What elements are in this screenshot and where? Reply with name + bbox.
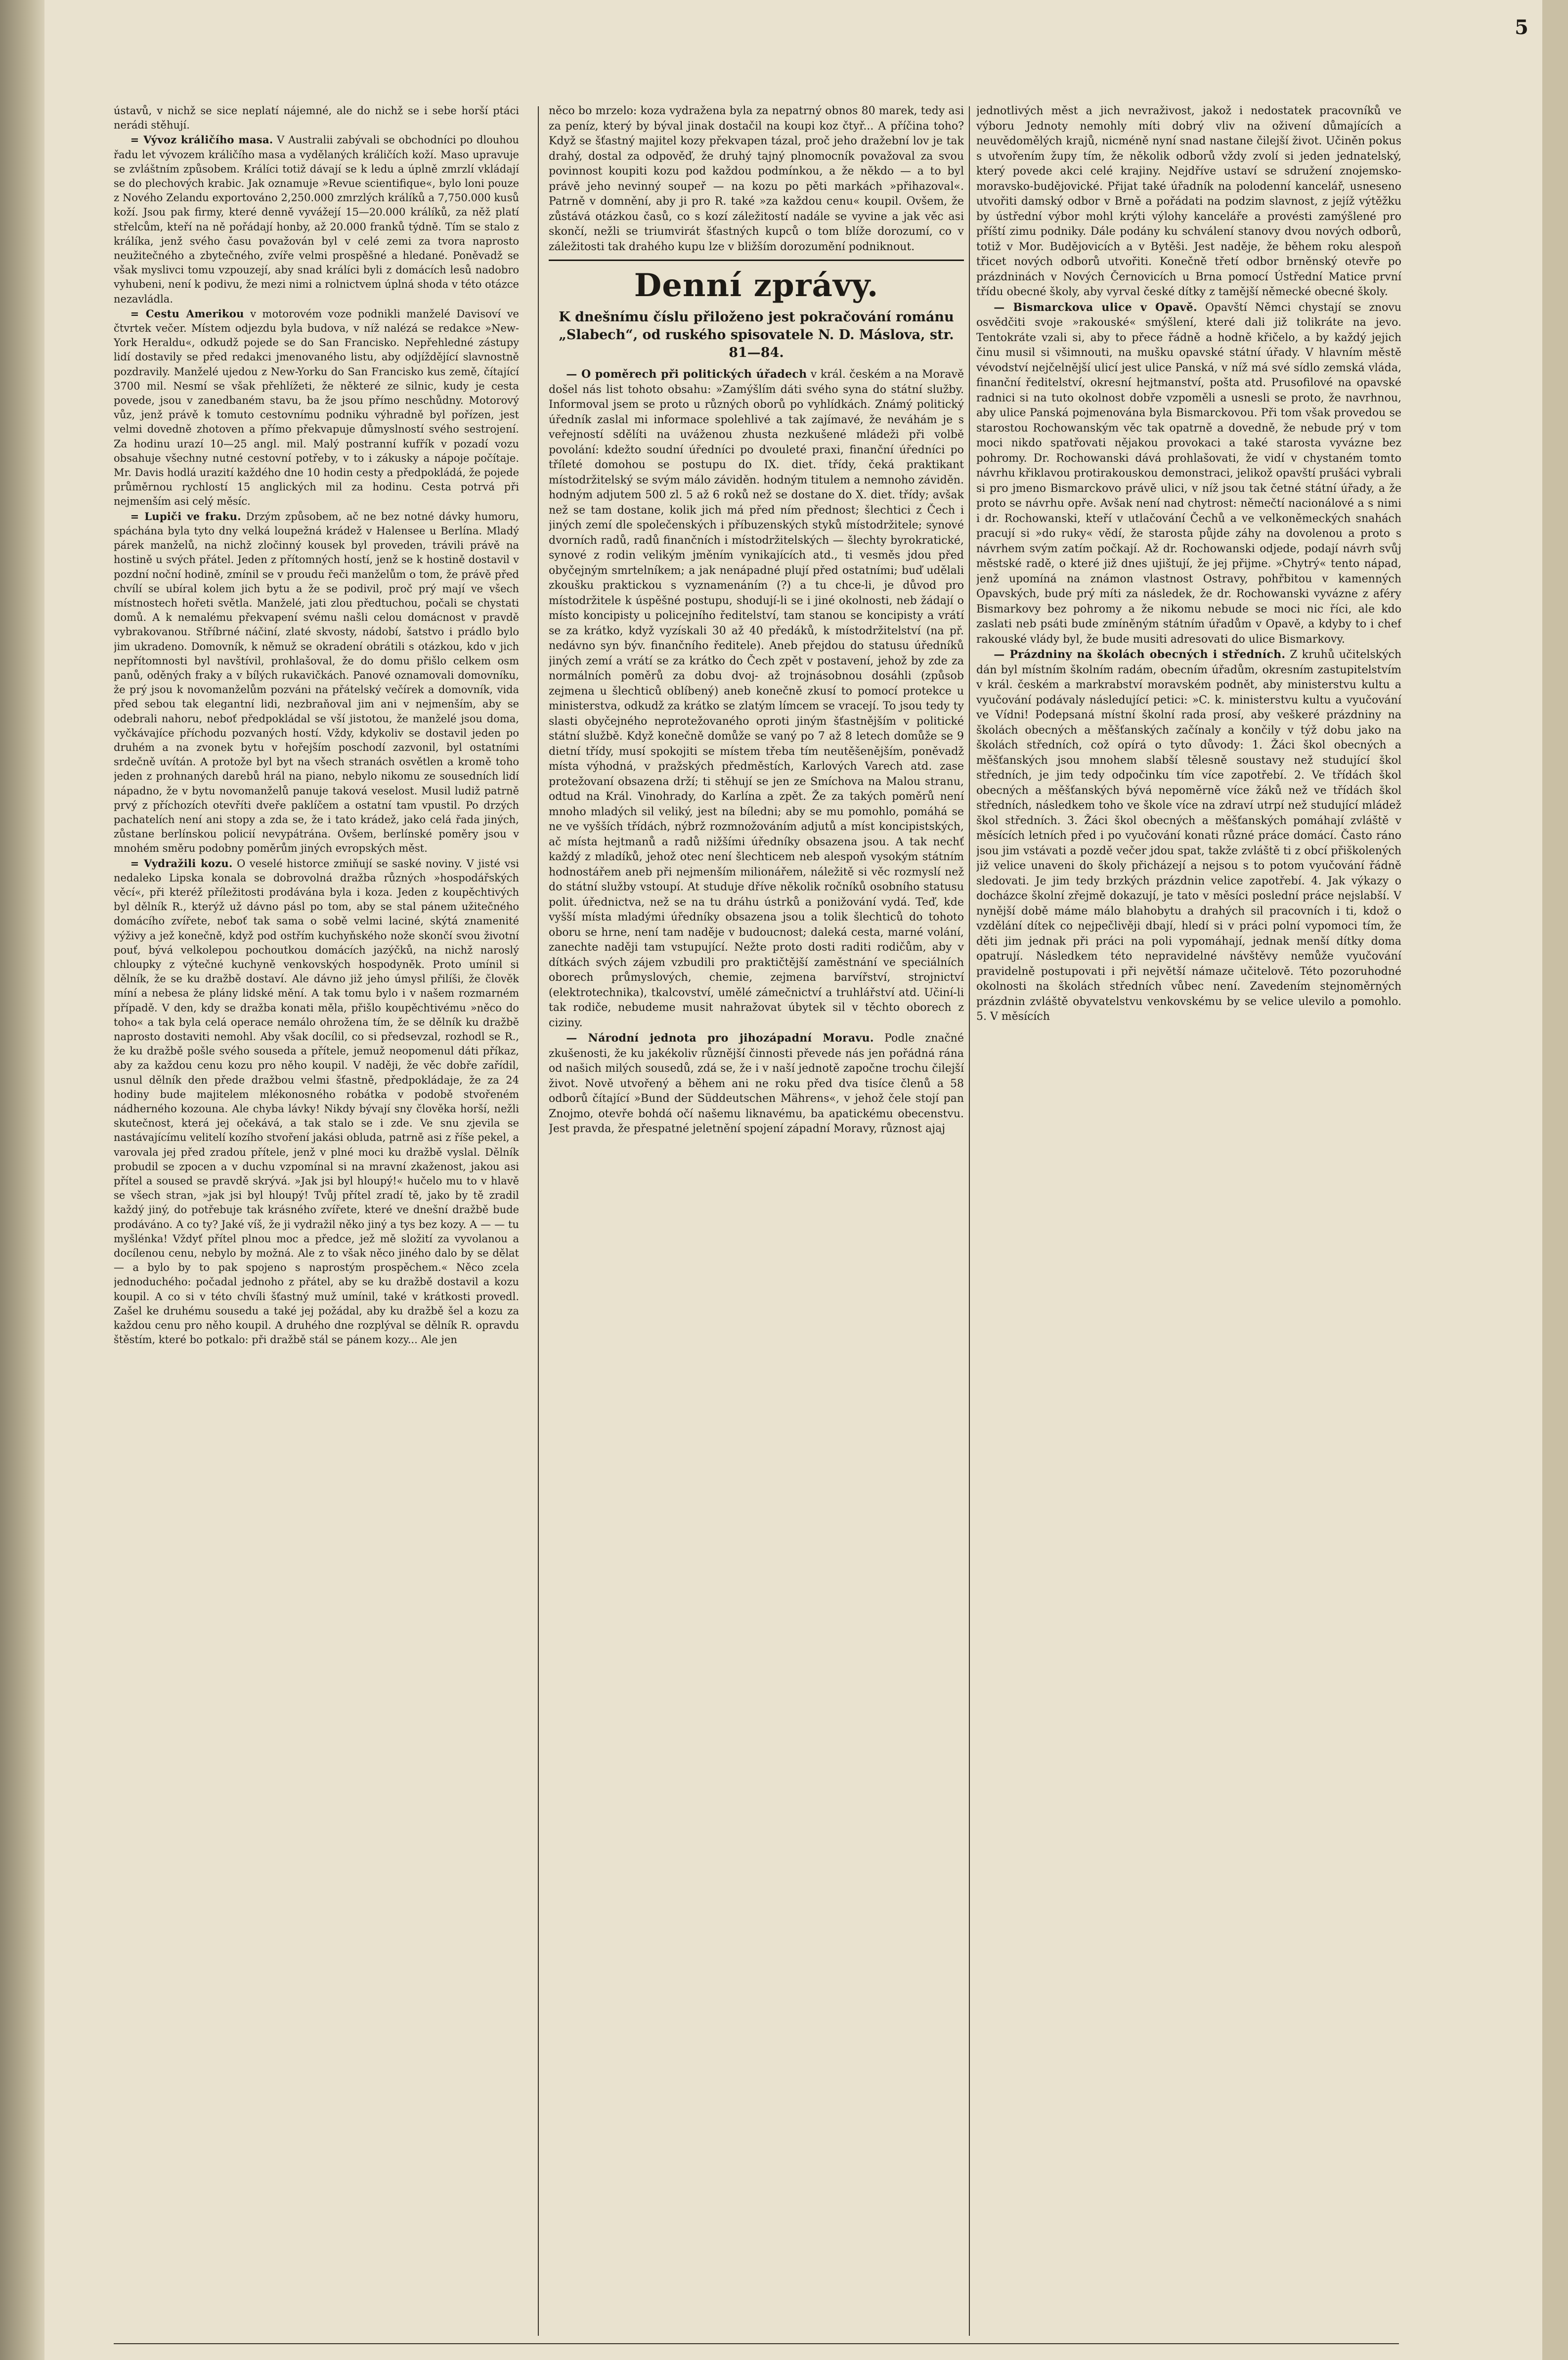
- article-text: Opavští Němci chystají se znovu osvědčiti svoje »rakouské« smýšlení, které dali již tolikráte na jevo. Tentokráte vzali si, aby to přece řádně a hodně křičelo, a by každý jejich činu musil si všimnouti, na mušku opavské státní úřady. V hlavním městě vévodství nejčelnější ulicí jest ulice Panská, v níž má své sídlo zemská vláda, finanční ředitelství, okresní hejtmanství, pošta atd. Prusofilové na opavské radnici si na tuto okolnost dobře vzpoměli a usnesli se proto, že navrhnou, aby ulice Panská pojmenována byla Bismarckovou. Při tom však provedou se starostou Rochowanským věc tak opatrně a dovedně, že nebude prý v tom moci nikdo spatřovati nějakou provokaci a také starosta vyvázne bez pohromy. Dr. Rochowanski dává prohlašovati, že vidí v chystaném tomto návrhu křiklavou protirakouskou demonstraci, jelikož opavští prušáci vybrali si pro jmeno Bismarckovo právě ulici, v níž jsou tak četné státní úřady, a že proto se návrhu opře. Avšak není nad chytrost: němečtí nacionálové a s nimi i dr. Rochowanski, kteří v utlačování Čechů a ve velkoněmeckých snahách pracují si »do ruky« vědí, že starosta půjde záhy na dovolenou a proto s návrhem svým zatím počkají. Až dr. Rochowanski odjede, podají návrh svůj městské radě, o které již dnes ujištují, že jej přijme. »Chytrý« tento nápad, jenž upomíná na známon vlastnost Ostravy, pohřbitou v kamenných Opavských, bude prý míti za následek, že dr. Rochowanski vyvázne z aféry Bismarkovy bez pohromy a že nikomu nebude se moci nic říci, ale kdo zaslati neb psáti bude zmíněným státním úřadům v Opavě, a kdyby to i chef rakouské vlády byl, že bude musiti adresovati do ulice Bismarkovy.: [976, 301, 1401, 646]
- article-paragraph: [549, 104, 964, 255]
- column-2-continuation: [549, 104, 964, 255]
- article-text: jednotlivých měst a jich nevraživost, jakož i nedostatek pracovníků ve výboru Jednoty nemohly míti dobrý vliv na oživení důmajících a neuvědomělých krajů, nicméně nyní snad nastane čilejší život. Učiněn pokus s utvořením župy tím, že několik odborů vždy zvolí si jeden jednatelský, který povede akci celé krajiny. Nejdříve ustaví se sdružení znojemsko-moravsko-budějovické. Přijat také úřadník na polodenní kancelář, usneseno utvořiti damský odbor v Brně a pořádati na podzim slavnost, z jejíž výtěžku by ústřední výbor mohl krýti výlohy kanceláře a provésti zamýšlené pro příští zimu podniky. Dále podány ku schválení stanovy dvou nových odborů, totiž v Mor. Budějovicích a v Bytěši. Jest naděje, že během roku alespoň třicet nových odborů utvořiti. Konečně třetí odbor brněnský otevře po prázdninách v Nových Černovicích u Brna pomocí Ústřední Matice první třídu obecné školy, aby vyrval české dítky z tamější německé obecné školy.: [976, 105, 1401, 298]
- article-paragraph: [114, 306, 519, 509]
- article-text: v král. českém a na Moravě došel nás list tohoto obsahu: »Zamýšlím dáti svého syna do státní služby. Informoval jsem se proto u různých oborů po vyhlídkách. Známý politický úředník zaslal mi informace spolehlivé a tak zajímavé, že neváhám je s veřejností sdělíti na uváženou zhusta nezkušené mládeži při volbě povolání: kdežto soudní úředníci po dvouleté praxi, finanční úředníci po tříleté domohou se postupu do IX. diet. třídy, čeká praktikant místodržitelský se svým málo záviděn. hodným titulem a nemnoho záviděn. hodným adjutem 500 zl. 5 až 6 roků než se dostane do X. diet. třídy; avšak než se tam dostane, kolik jich má před ním přednost; šlechtici z Čech i jiných zemí dle společenských i příbuzenských styků místodržitele; synové dvorních radů, radů finančních i místodržitelských — šlechty byrokratické, synové z rodin velikým jměním vynikajících atd., ti vesměs jdou před obyčejným smrtelníkem; a jak nenápadné plují před ostatními; buď udělali zkoušku praktickou s vyznamenáním (?) a tu chce-li, je důvod pro místodržitele k úspěšné postupu, shodují-li se i jiné okolnosti, neb žádají o místo koncipisty u policejního ředitelství, tam stanou se koncipisty a vrátí se za krátko, když vyzískali 30 až 40 předáků, k místodržitelství (na př. nedávno syn býv. finančního ředitele). Aneb přejdou do statusu úředníků jiných zemí a vrátí se za krátko do Čech zpět v postavení, jehož by zde za normálních poměrů za dobu dvoj- až trojnásobnou dosáhli (způsob zejmena u šlechticů oblíbený) aneb konečně zkusí to pomocí protekce u ministerstva, odkudž za krátko se zlatým límcem se vracejí. To jsou tedy ty slasti obyčejného neprotežovaného oproti jiným šťastnějším v politické státní službě. Když konečně domůže se vaný po 7 až 8 letech domůže se 9 dietní třídy, musí spokojiti se místem třeba tím neutěšenějším, poněvadž místa výhodná, v pražských předměstích, Karlových Varech atd. zase protežovaní obsazena drží; ti stěhují se jen ze Smíchova na Malou stranu, odtud na Král. Vinohrady, do Karlína a zpět. Že za takých poměrů není mnoho mladých sil veliký, jest na bíledni; aby se mu pomohlo, pomáhá se ne ve vyšších třídách, nýbrž rozmnožováním adjutů a míst koncipistských, ač místa hejtmanů a radů nižšími úředníky obsazena jsou. A tak nechť každý z mladíků, jehož otec není šlechticem neb alespoň vysokým státním hodnostářem aneb při nejmenším milionářem, náležitě si věc rozmyslí než do státní služby vstoupí. At studuje dříve několik ročníků osobního statusu polit. úřednictva, než se na tu dráhu ústrků a ponižování vydá. Teď, kde vyšší místa mladými úředníky obsazena jsou a tolik šlechticů do tohoto oboru se hrne, není tam naděje v budoucnost; daleká cesta, marné volání, zanechte naději tam vstupující. Nežte proto dosti raditi rodičům, aby v dítkách svých zájem vzbudili pro praktičtější zaměstnání ve speciálních oborech průmyslových, chemie, zejmena barvířství, strojnictví (elektrotechnika), tkalcovství, umělé zámečnictví a truhlářství atd. Učiní-li tak rodiče, nebudeme musit nahražovat úbytek sil v těchto oborech z ciziny.: [549, 368, 964, 1029]
- article-text: Drzým způsobem, ač ne bez notné dávky humoru, spáchána byla tyto dny velká loupežná krádež v Halensee u Berlína. Mladý párek manželů, na nichž zločinný kousek byl proveden, trávili právě na hostině u svých přátel. Jeden z přítomných hostí, jenž se k hostině dostavil v pozdní noční hodině, zmínil se v proudu řeči manželům o tom, že právě před chvílí se ubíral kolem jich bytu a že se podivil, proč prý mají ve všech místnostech hořeti světla. Manželé, jati zlou předtuchou, počali se chystati domů. A k nemalému překvapení svému našli celou domácnost v pravdě vybrakovanou. Stříbrné náčiní, zlaté skvosty, nádobí, šatstvo i prádlo bylo jim ukradeno. Domovník, k němuž se okradení obrátili s otázkou, kdo v jich nepřítomnosti byl navštívil, prohlašoval, že do domu přišlo celkem osm panů, oděných fraky a v bílých rukavičkách. Panové oznamovali domovníku, že prý jsou k novomanželům pozváni na přátelský večírek a domovník, vida před sebou tak elegantní lidi, nezbraňoval jim ani v nejmenším, aby se odebrali nahoru, neboť předpokládal se vší jistotou, že manželé jsou doma, vyčkávajíce příchodu pozvaných hostí. Vždy, kdykoliv se dostavil jeden po druhém a na zvonek bytu v hořejším poschodí zazvonil, byl ostatními srdečně uvítán. A protože byl byt na všech stranách osvětlen a kromě toho jeden z prohnaných darebů hrál na piano, nebylo nikomu ze sousedních lidí nápadno, že v bytu novomanželů panuje taková veselost. Musil ludiž patrně prvý z příchozích otevříti dveře paklíčem a ostatní tam vpustil. Po drzých pachatelích není ani stopy a zda se, že i tato krádež, jako celá řada jiných, zůstane berlínskou policií nevypátrána. Ovšem, berlínské poměry jsou v mnohém směru podobny poměrům jiných evropských měst.: [114, 510, 519, 855]
- article-text: V Australii zabývali se obchodníci po dlouhou řadu let vývozem králičího masa a vydělaných králičích koží. Maso upravuje se zvláštním způsobem. Králíci totiž dávají se k ledu a úplně zmrzlí vkládají se do plechových krabic. Jak oznamuje »Revue scientifique«, bylo loni pouze z Nového Zelandu exportováno 2,250.000 zmrzlých králíků a 7,750.000 kusů koží. Jsou pak firmy, které denně vyvážejí 15—20.000 králíků, za něž platí střelcům, kteří na ně pořádají honby, až 20.000 franků týdně. Tím se stalo z králíka, jenž svého času považován byl v celé zemi za tvora naprosto neužitečného a zbytečného, zvíře velmi prospěšné a hledané. Poněvadž se však myslivci tomu vzpouzejí, aby snad králíci byli z domácích lesů nadobro vyhubeni, není k podivu, že mezi nimi a rolnictvem úplná shoda v této otázce nezavládla.: [114, 134, 519, 305]
- page-binding-edge: [0, 0, 44, 2360]
- article-text: něco bo mrzelo: koza vydražena byla za nepatrný obnos 80 marek, tedy asi za peníz, který by býval jinak dostačil na koupi koz čtyř... A příčina toho? Když se šťastný majitel kozy překvapen tázal, proč jeho dražební lov je tak drahý, dostal za odpověď, že druhý tajný plnomocník považoval za svou povinnost koupiti kozu pod každou podmínkou, a že nĕkdo — a to byl právě jeho nevinný soupeř — na kozu po pěti markách »přihazoval«. Patrně v domnění, aby ji pro R. také »za každou cenu« koupil. Ovšem, že zůstává otázkou časů, co s kozí záležitostí nadále se vyvine a jak věc asi skončí, nežli se triumvirát šťastných kupců o tom blíže dorozumí, co v záležitosti tak drahého kupu lze v bližším dorozumění podniknout.: [549, 105, 964, 253]
- article-headline: = Vydražili kozu.: [130, 857, 233, 870]
- column-2-articles: [549, 367, 964, 1137]
- supplement-notice: K dnešnímu číslu přiloženo jest pokračování románu „Slabech“, od ruského spisovatele N. D. Máslova, str. 81—84.: [559, 309, 954, 360]
- column-divider: [969, 106, 970, 2336]
- article-headline: — O poměrech při politických úřadech: [566, 368, 807, 381]
- article-headline: = Vývoz králičího masa.: [130, 133, 273, 146]
- article-text: Podle značné zkušenosti, že ku jakékoliv různější činnosti převede nás jen pořádná rána od našich milých sousedů, zdá se, že i v naší jednotě započne trochu čilejší život. Nově utvořený a během ani ne roku před dva tisíce členů a 58 odborů čítající »Bund der Süddeutschen Mährens«, v jehož čele stojí pan Znojmo, otevře bohdá očí našemu liknavému, ba apatickému obecenstvu. Jest pravda, že přespatné jeletnění spojení západní Moravy, různost ajaj: [549, 1032, 964, 1135]
- article-paragraph: [976, 104, 1401, 300]
- article-headline: = Lupiči ve fraku.: [130, 510, 241, 523]
- article-headline: — Prázdniny na školách obecných i středních.: [994, 648, 1286, 661]
- article-paragraph: [976, 300, 1401, 648]
- column-3: [976, 104, 1401, 2333]
- article-text: Z kruhů učitelských dán byl místním školním radám, obecním úřadům, okresním zastupitelstvím v král. českém a markrabství moravském podnět, aby ministerstvu kultu a vyučování podávaly následující petici: »C. k. ministerstvu kultu a vyučování ve Vídni! Podepsaná místní školní rada prosí, aby veškeré prázdniny na školách obecných a měšťanských začínaly a končily v týž dobu jako na školách středních, což opírá o tyto důvody: 1. Žáci škol obecných a měšťanských jsou mnohem slabší tělesně soustavy než studující škol středních, je jim tedy odpočinku tím více zapotřebí. 2. Ve třídách škol obecných a měšťanských bývá nepoměrně více žáků než ve třídách škol středních, následkem toho ve škole více na zdraví utrpí než studující mládež škol středních. 3. Žáci škol obecných a měšťanských pomáhají zvláště v měsících letních před i po vyučování konati různé práce domácí. Často ráno jsou jim vstávati a pozdě večer jdou spat, takže zvláště ti z obcí přiškolených již velice unaveni do školy přicházejí a nejsou s to potom vyučování řádně sledovati. Je jim tedy brzkých prázdnin velice zapotřebí. 4. Jak výkazy o docházce školní zřejmě dokazují, je tato v měsíci poslední práce nejslabší. V nynější době máme málo blahobytu a drahých sil pracovních i ti, kdož o vzdělání dítek co nejpečlivěji dbají, hledí si v práci polní vypomoci tím, že děti jim jednak při práci na poli vypomáhají, jednak menší dítky doma opatrují. Následkem této nepravidelné návštěvy nemůže vyučování pravidelně postupovati i při největší námaze učitelově. Této pozoruhodné okolnosti na školách středních vůbec není. Zavedením stejnoměrných prázdnin zvláště obyvatelstvu venkovskému by se velice ulevilo a pomohlo. 5. V měsících: [976, 649, 1401, 1023]
- article-paragraph: [114, 856, 519, 1348]
- column-1: [114, 104, 519, 2333]
- article-paragraph: [549, 367, 964, 1031]
- bottom-rule: [114, 2343, 1399, 2344]
- article-headline: — Bismarckova ulice v Opavě.: [994, 301, 1197, 314]
- article-paragraph: [114, 104, 519, 132]
- article-text: ústavů, v nichž se sice neplatí nájemné, ale do nichž se i sebe horší ptáci nerádi stěhují.: [114, 105, 519, 131]
- article-paragraph: [549, 1031, 964, 1137]
- section-header: [549, 260, 964, 304]
- article-text: v motorovém voze podnikli manželé Davisoví ve čtvrtek večer. Místem odjezdu byla budova, v níž nalézá se redakce »New-York Heraldu«, odkudž pojede se do San Francisko. Nepřehledné zástupy lidí dostavily se před redakci jmenovaného listu, aby odjíždějící slavnostně pozdravily. Manželé ujedou z New-Yorku do San Francisko kus země, čítající 3700 mil. Nesmí se však přehlížeti, že některé ze silnic, kudy je cesta povede, jsou v zanedbaném stavu, ba že jsou přímo neschůdny. Motorový vůz, jenž právě k tomuto cestovnímu podniku výhradně byl pořízen, jest velmi dovedně zhotoven a přímo překvapuje důmyslností svého sestrojení. Za hodinu urazí 10—25 angl. mil. Malý postranní kufřík v pozadí vozu obsahuje všechny nutné cestovní potřeby, v to i zákusky a nápoje počítaje. Mr. Davis hodlá urazití každého dne 10 hodin cesty a předpokládá, že pojede průměrnou rychlostí 15 anglických mil za hodinu. Cesta potrvá při nejmenším asi celý měsíc.: [114, 307, 519, 508]
- section-title: Denní zprávy.: [634, 267, 879, 304]
- article-paragraph: [114, 132, 519, 306]
- article-headline: — Národní jednota pro jihozápadní Moravu.: [566, 1032, 874, 1045]
- article-paragraph: [114, 509, 519, 856]
- column-2: [549, 104, 964, 2333]
- article-headline: = Cestu Amerikou: [130, 307, 244, 320]
- page-number: 5: [1515, 16, 1528, 39]
- column-divider: [538, 106, 539, 2336]
- article-text: O veselé historce zmiňují se saské noviny. V jisté vsi nedaleko Lipska konala se dobrovolná dražba různých »hospodářských věcí«, při kteréž příležitosti prodávána byla i koza. Jeden z koupěchtivých byl dělník R., kterýž už dávno pásl po tom, aby se stal pánem užitečného domácího zvířete, neboť tak sama o sobě velmi laciné, skýtá znamenité výživy a jež konečně, když pod ostřím kuchyňského nože skončí svou životní pouť, bývá velkolepou pochoutkou domácích jazýčků, na nichž naroslý chloupky z výtečné kuchyně venkovských hospodyněk. Proto umínil si dělník, že se ku dražbě dostaví. Ale dávno již jeho úmysl přilíši, že člověk míní a nebesa že plány lidské mění. A tak tomu bylo i v našem rozmarném případě. V den, kdy se dražba konati měla, přišlo koupěchtivému »něco do toho« a tak byla celá operace nemálo ohrožena tím, že se dělník ku dražbě naprosto dostaviti nemohl. Aby však docílil, co si předsevzal, rozhodl se R., že ku dražbě pošle svého souseda a přítele, jemuž neopomenul dáti příkaz, aby za každou cenu kozu pro něho koupil. V naději, že věc dobře zařídil, usnul dělník den přede dražbou velmi šťastně, předpokládaje, že za 24 hodiny bude majitelem mlékonosného robátka v podobě stvořeném nádherného kozouna. Ale chyba lávky! Nikdy bývají sny člověka horší, nežli skutečnost, která jej očekává, a tak stalo se i zde. Ve snu zjevila se nastávajícímu velitelí kozího stvoření jakási obluda, patrně asi z říše pekel, a varovala jej před zradou přítele, jenž v plné moci ku dražbě vyslal. Dělník probudil se zpocen a v duchu vzpomínal si na mravní zkaženost, jakou asi přítel a soused se pravdě skrývá. »Jak jsi byl hloupý!« hučelo mu to v hlavě se všech stran, »jak jsi byl hloupý! Tvůj přítel zradí tě, jako by tě zradil každý jiný, do potřebuje tak krásného zvířete, které ve dnešní dražbě bude prodáváno. A co ty? Jaké víš, že ji vydražil něko jiný a tys bez kozy. A — — tu myšlénka! Vždyť přítel plnou moc a předce, jež mě složití za vyvolanou a docílenou cenu, nebylo by možná. Ale z to však něco jiného dalo by se dělat — a bylo by to pak spojeno s naprostým prospěchem.« Něco zcela jednoduchého: počadal jednoho z přátel, aby se ku dražbě dostavil a kozu koupil. A co si v této chvíli šťastný muž umínil, také v krátkosti provedl. Zašel ke druhému sousedu a také jej požádal, aby ku dražbě šel a kozu za každou cenu pro něho koupil. A druhého dne rozplýval se dělník R. opravdu štěstím, které bo potkalo: při dražbě stál se pánem kozy... Ale jen: [114, 857, 519, 1346]
- article-paragraph: [976, 647, 1401, 1025]
